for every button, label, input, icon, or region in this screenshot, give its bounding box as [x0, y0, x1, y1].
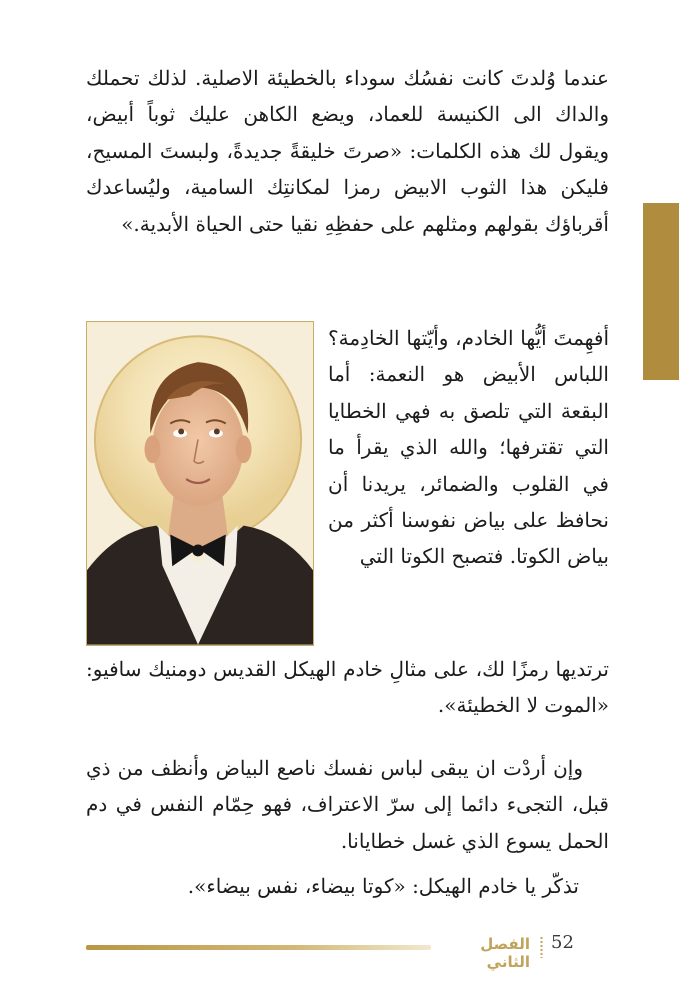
saint-portrait-image	[86, 321, 314, 646]
body-paragraph-4: وإن أردْت ان يبقى لباس نفسك ناصع البياض وأنظف من ذي قبل، التجىء دائما إلى سرّ الاعتراف، فهو حِمّام النفس في دم الحمل يسوع الذي غسل خطايانا.	[86, 756, 609, 853]
footer-dotted-separator	[540, 936, 543, 958]
chapter-label: الفصل الثاني	[480, 935, 530, 971]
footer-gold-rule	[86, 945, 431, 950]
body-paragraph-2: أفهِمتَ أيُّها الخادم، وأيّتها الخادِمة؟ اللباس الأبيض هو النعمة: أما البقعة التي تلصق به فهي الخطايا التي تقترفها؛ والله الذي يقرأ ما في القلوب والضمائر، يريدنا أن نحافظ على بياض نفوسنا أكثر من بياض الكوتا. فتصبح الكوتا التي	[328, 326, 609, 569]
body-paragraph-1: عندما وُلدتَ كانت نفسُك سوداء بالخطيئة الاصلية. لذلك تحملك والداك الى الكنيسة للعماد، ويضع الكاهن عليك ثوباً أبيض، ويقول لك هذه الكلمات: «صرتَ خليقةً جديدةً، ولبستَ المسيح، فليكن هذا الثوب الابيض رمزا لمكانتِك السامية، وليُساعدك أقرباؤك بقولهم ومثلهم على حفظِهِ نقيا حتى الحياة الأبدية.»	[86, 66, 609, 236]
page-number: 52	[551, 932, 574, 953]
side-chapter-tab	[643, 203, 679, 380]
body-paragraph-5: تذكّر يا خادم الهيكل: «كوتا بيضاء، نفس بيضاء».	[187, 874, 579, 898]
body-paragraph-3: ترتديها رمزًا لك، على مثالِ خادم الهيكل القديس دومنيك سافيو: «الموت لا الخطيئة».	[86, 657, 609, 718]
